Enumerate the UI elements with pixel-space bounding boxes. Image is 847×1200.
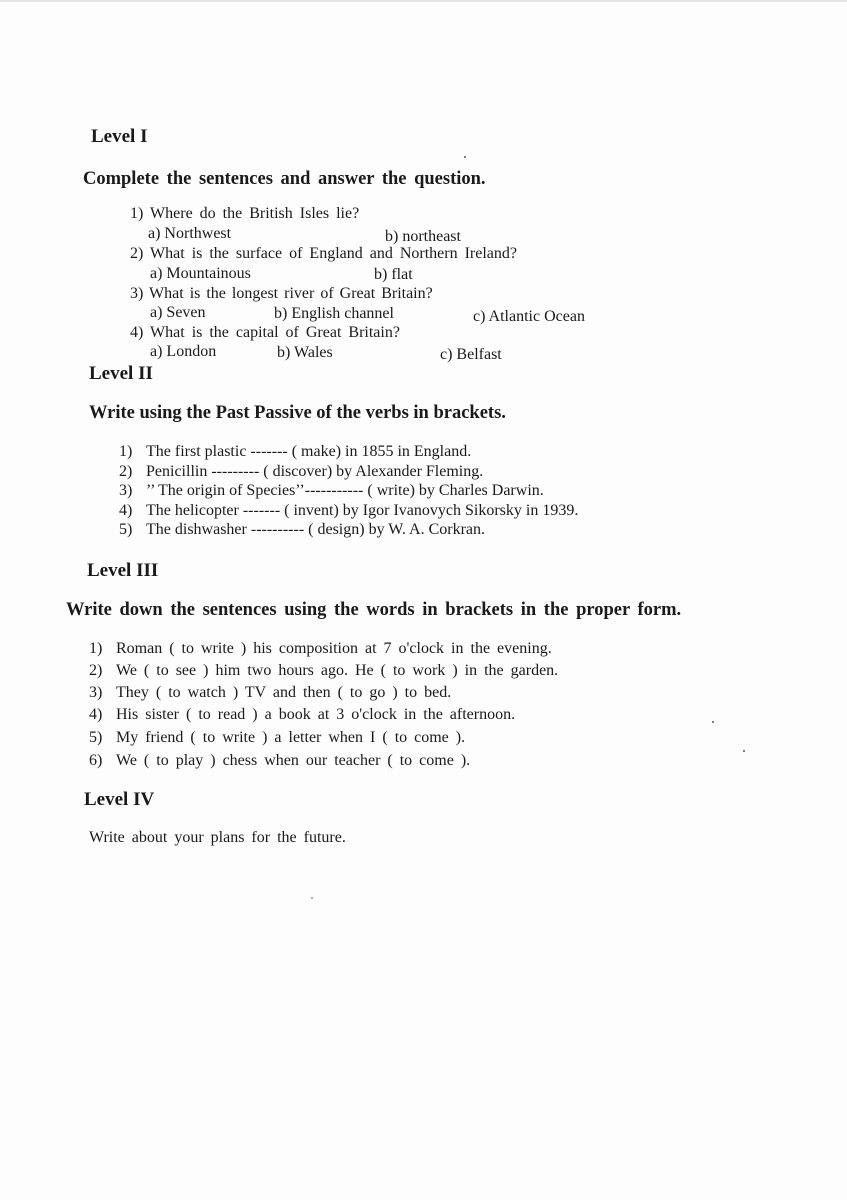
scan-speck [743,750,745,752]
level-2-item [119,443,471,461]
item-number: 5) [89,729,103,746]
question-4-option-a: a) London [150,343,217,360]
level-1-task: Complete the sentences and answer the question. [83,169,486,189]
item-text: We ( to play ) chess when our teacher ( to come ). [116,752,471,769]
item-number: 1) [89,640,103,657]
item-text: The first plastic ------- ( make) in 1855 in England. [146,443,472,460]
level-4-task: Write about your plans for the future. [89,829,346,846]
item-number: 6) [89,752,103,769]
item-number: 2) [89,662,103,679]
item-text: The dishwasher ---------- ( design) by W. A. Corkran. [146,521,486,538]
item-text: My friend ( to write ) a letter when I ( to come ). [116,729,466,746]
question-3-option-a: a) Seven [150,304,206,321]
item-number: 1) [119,443,133,460]
question-4: 4) What is the capital of Great Britain? [130,324,400,341]
level-3-task: Write down the sentences using the words in brackets in the proper form. [66,600,682,620]
level-3-item [89,662,558,680]
item-text: His sister ( to read ) a book at 3 o'clock in the afternoon. [116,706,516,723]
level-3-item [89,706,515,724]
level-3-item [89,752,470,770]
item-text: Roman ( to write ) his composition at 7 o'clock in the evening. [116,640,552,657]
question-2: 2) What is the surface of England and Northern Ireland? [130,245,518,262]
item-number: 4) [89,706,103,723]
level-4-heading: Level IV [84,789,155,810]
level-3-item [89,640,552,658]
level-2-task: Write using the Past Passive of the verbs in brackets. [89,403,506,423]
question-1: 1) Where do the British Isles lie? [130,205,360,222]
question-2-option-b: b) flat [374,266,413,283]
item-number: 2) [119,463,133,480]
question-3-option-c: c) Atlantic Ocean [473,308,585,325]
scan-speck [311,897,313,899]
question-4-option-c: c) Belfast [440,346,502,363]
question-3: 3) What is the longest river of Great Britain? [130,285,433,302]
item-text: Penicillin --------- ( discover) by Alexander Fleming. [146,463,484,480]
level-3-item [89,729,465,747]
question-3-option-b: b) English channel [274,305,394,322]
level-3-heading: Level III [87,560,159,581]
item-text: The helicopter ------- ( invent) by Igor Ivanovych Sikorsky in 1939. [146,502,579,519]
item-number: 5) [119,521,133,538]
item-number: 3) [119,482,133,499]
item-text: ’’ The origin of Species’’----------- ( write) by Charles Darwin. [146,482,544,499]
item-text: We ( to see ) him two hours ago. He ( to work ) in the garden. [116,662,559,679]
level-2-item [119,482,544,500]
level-2-item [119,521,485,539]
level-1-heading: Level I [91,126,148,147]
question-4-option-b: b) Wales [277,344,333,361]
question-1-option-a: a) Northwest [148,225,232,242]
question-2-option-a: a) Mountainous [150,265,251,282]
item-number: 3) [89,684,103,701]
level-2-heading: Level II [89,363,153,384]
item-text: They ( to watch ) TV and then ( to go ) to bed. [116,684,452,701]
level-2-item [119,463,483,481]
level-3-item [89,684,451,702]
scan-speck [464,156,466,158]
item-number: 4) [119,502,133,519]
level-2-item [119,502,578,520]
question-1-option-b: b) northeast [385,228,461,245]
scan-speck [712,721,714,723]
scan-edge [0,0,847,2]
